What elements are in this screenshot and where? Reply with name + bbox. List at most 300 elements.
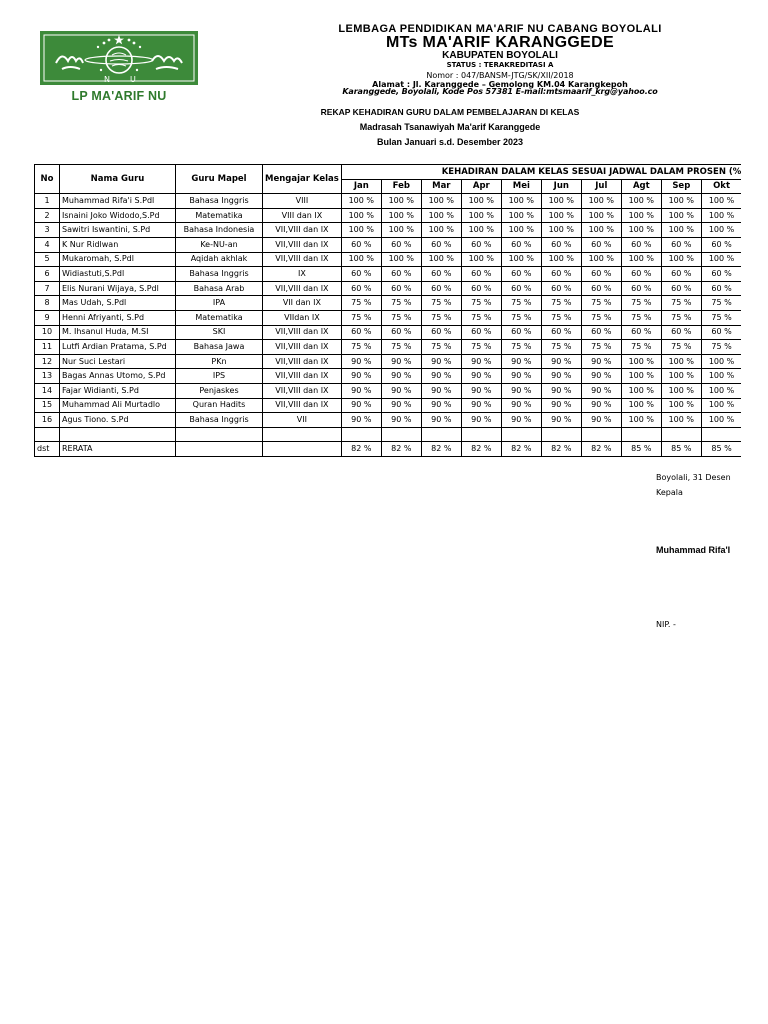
attendance-value: 100 %	[661, 369, 701, 384]
month-header: Sep	[661, 179, 701, 194]
attendance-value: 60 %	[701, 281, 741, 296]
teacher-subject: SKI	[176, 325, 263, 340]
svg-text:U: U	[130, 75, 136, 84]
teacher-name: Mas Udah, S.Pdl	[60, 296, 176, 311]
summary-value: 82 %	[541, 442, 581, 457]
attendance-value: 60 %	[461, 267, 501, 282]
row-number: 9	[35, 310, 60, 325]
attendance-value: 75 %	[381, 296, 421, 311]
attendance-value: 100 %	[661, 194, 701, 209]
table-row	[35, 398, 742, 413]
attendance-value: 60 %	[501, 281, 541, 296]
attendance-value: 60 %	[501, 267, 541, 282]
blank-cell	[381, 427, 421, 442]
attendance-value: 100 %	[421, 223, 461, 238]
row-number: 11	[35, 340, 60, 355]
attendance-value: 90 %	[421, 398, 461, 413]
blank-cell	[701, 427, 741, 442]
summary-label: RERATA	[60, 442, 176, 457]
summary-value: 82 %	[341, 442, 381, 457]
table-row	[35, 310, 742, 325]
attendance-value: 60 %	[661, 325, 701, 340]
teacher-subject: Matematika	[176, 310, 263, 325]
table-row	[35, 383, 742, 398]
attendance-value: 60 %	[661, 237, 701, 252]
summary-empty	[176, 442, 263, 457]
report-title: REKAP KEHADIRAN GURU DALAM PEMBELAJARAN DI KELAS	[320, 107, 580, 117]
attendance-value: 90 %	[501, 398, 541, 413]
attendance-value: 60 %	[701, 237, 741, 252]
teacher-subject: PKn	[176, 354, 263, 369]
attendance-value: 75 %	[661, 310, 701, 325]
month-header: Jan	[341, 179, 381, 194]
attendance-value: 90 %	[381, 383, 421, 398]
attendance-value: 75 %	[341, 296, 381, 311]
attendance-value: 90 %	[541, 354, 581, 369]
table-row	[35, 194, 742, 209]
teacher-subject: Bahasa Arab	[176, 281, 263, 296]
row-number: 3	[35, 223, 60, 238]
blank-cell	[35, 427, 60, 442]
summary-value: 82 %	[421, 442, 461, 457]
sign-name: Muhammad Rifa'I	[656, 545, 731, 555]
school-address-email: Karanggede, Boyolali, Kode Pos 57381 E-mail:mtsmaarif_krg@yahoo.co	[342, 87, 658, 96]
attendance-value: 90 %	[341, 413, 381, 428]
attendance-value: 100 %	[701, 208, 741, 223]
summary-value: 82 %	[381, 442, 421, 457]
attendance-value: 60 %	[621, 281, 661, 296]
attendance-value: 100 %	[421, 252, 461, 267]
table-row	[35, 325, 742, 340]
attendance-value: 60 %	[661, 281, 701, 296]
attendance-value: 90 %	[501, 354, 541, 369]
row-number: 14	[35, 383, 60, 398]
accreditation-status: STATUS : TERAKREDITASI A	[446, 61, 554, 69]
row-number: 16	[35, 413, 60, 428]
logo-emblem	[40, 31, 198, 85]
attendance-value: 100 %	[621, 369, 661, 384]
teacher-classes: VII dan IX	[263, 296, 342, 311]
attendance-value: 90 %	[461, 369, 501, 384]
attendance-value: 90 %	[581, 354, 621, 369]
teacher-name: Isnaini Joko Widodo,S.Pd	[60, 208, 176, 223]
teacher-subject: Bahasa Inggris	[176, 194, 263, 209]
table-row	[35, 208, 742, 223]
attendance-value: 90 %	[461, 383, 501, 398]
attendance-value: 90 %	[581, 413, 621, 428]
attendance-value: 60 %	[421, 281, 461, 296]
teacher-subject: IPA	[176, 296, 263, 311]
nu-emblem-icon	[40, 31, 198, 85]
month-header: Jun	[541, 179, 581, 194]
attendance-value: 60 %	[621, 325, 661, 340]
attendance-value: 60 %	[661, 267, 701, 282]
report-period: Bulan Januari s.d. Desember 2023	[376, 137, 524, 147]
attendance-value: 75 %	[581, 296, 621, 311]
attendance-value: 75 %	[541, 340, 581, 355]
teacher-name: Mukaromah, S.Pdl	[60, 252, 176, 267]
attendance-value: 100 %	[421, 194, 461, 209]
attendance-value: 90 %	[421, 369, 461, 384]
attendance-value: 60 %	[381, 281, 421, 296]
blank-cell	[581, 427, 621, 442]
row-number: 8	[35, 296, 60, 311]
attendance-value: 75 %	[501, 340, 541, 355]
attendance-value: 60 %	[621, 267, 661, 282]
attendance-value: 75 %	[621, 310, 661, 325]
teacher-subject: Bahasa Inggris	[176, 267, 263, 282]
teacher-name: Muhammad Ali Murtadlo	[60, 398, 176, 413]
attendance-value: 100 %	[661, 413, 701, 428]
attendance-value: 100 %	[461, 194, 501, 209]
attendance-value: 100 %	[461, 208, 501, 223]
attendance-value: 90 %	[501, 413, 541, 428]
month-header: Jul	[581, 179, 621, 194]
attendance-value: 100 %	[621, 208, 661, 223]
row-number: 7	[35, 281, 60, 296]
teacher-name: Agus Tiono. S.Pd	[60, 413, 176, 428]
attendance-value: 100 %	[381, 208, 421, 223]
teacher-classes: VII,VIII dan IX	[263, 325, 342, 340]
table-row	[35, 281, 742, 296]
month-header: Mar	[421, 179, 461, 194]
attendance-value: 75 %	[381, 310, 421, 325]
attendance-value: 75 %	[661, 340, 701, 355]
attendance-value: 60 %	[341, 237, 381, 252]
attendance-value: 90 %	[581, 369, 621, 384]
summary-value: 82 %	[581, 442, 621, 457]
institution-name: LEMBAGA PENDIDIKAN MA'ARIF NU CABANG BOYOLALI	[338, 23, 662, 35]
attendance-value: 100 %	[701, 223, 741, 238]
attendance-value: 100 %	[341, 223, 381, 238]
attendance-value: 100 %	[341, 194, 381, 209]
attendance-value: 100 %	[581, 194, 621, 209]
attendance-value: 100 %	[621, 223, 661, 238]
attendance-value: 100 %	[621, 194, 661, 209]
blank-cell	[263, 427, 342, 442]
attendance-value: 75 %	[341, 340, 381, 355]
table-row	[35, 340, 742, 355]
attendance-value: 60 %	[541, 237, 581, 252]
attendance-value: 100 %	[661, 354, 701, 369]
blank-cell	[621, 427, 661, 442]
sign-place-date: Boyolali, 31 Desen	[656, 473, 731, 482]
teacher-classes: VII	[263, 413, 342, 428]
attendance-value: 90 %	[501, 369, 541, 384]
col-header-attendance-group: KEHADIRAN DALAM KELAS SESUAI JADWAL DALAM PROSEN (%	[341, 165, 741, 180]
attendance-value: 90 %	[341, 398, 381, 413]
attendance-value: 90 %	[341, 354, 381, 369]
attendance-value: 60 %	[501, 237, 541, 252]
attendance-value: 60 %	[341, 267, 381, 282]
attendance-value: 75 %	[701, 340, 741, 355]
attendance-value: 100 %	[581, 208, 621, 223]
attendance-value: 60 %	[701, 325, 741, 340]
attendance-value: 100 %	[621, 398, 661, 413]
table-row	[35, 267, 742, 282]
attendance-value: 100 %	[621, 383, 661, 398]
attendance-value: 60 %	[421, 237, 461, 252]
attendance-value: 90 %	[381, 398, 421, 413]
blank-cell	[341, 427, 381, 442]
attendance-value: 60 %	[581, 237, 621, 252]
blank-cell	[421, 427, 461, 442]
teacher-classes: VII,VIII dan IX	[263, 237, 342, 252]
attendance-value: 100 %	[621, 413, 661, 428]
teacher-classes: VIIdan IX	[263, 310, 342, 325]
attendance-value: 60 %	[461, 281, 501, 296]
attendance-value: 90 %	[461, 354, 501, 369]
regency-name: KABUPATEN BOYOLALI	[442, 50, 558, 61]
row-number: 12	[35, 354, 60, 369]
attendance-value: 60 %	[541, 325, 581, 340]
summary-value: 82 %	[461, 442, 501, 457]
blank-cell	[176, 427, 263, 442]
attendance-value: 75 %	[701, 296, 741, 311]
teacher-name: Sawitri Iswantini, S.Pd	[60, 223, 176, 238]
attendance-value: 75 %	[621, 296, 661, 311]
teacher-name: Nur Suci Lestari	[60, 354, 176, 369]
attendance-value: 100 %	[621, 252, 661, 267]
teacher-classes: VII,VIII dan IX	[263, 383, 342, 398]
teacher-name: Fajar Widianti, S.Pd	[60, 383, 176, 398]
attendance-value: 100 %	[701, 413, 741, 428]
col-header-name: Nama Guru	[60, 165, 176, 194]
sign-role: Kepala	[656, 488, 683, 497]
teacher-name: Henni Afriyanti, S.Pd	[60, 310, 176, 325]
attendance-value: 60 %	[421, 325, 461, 340]
attendance-value: 100 %	[701, 383, 741, 398]
attendance-value: 90 %	[541, 398, 581, 413]
accreditation-number: Nomor : 047/BANSM-JTG/SK/XII/2018	[426, 71, 574, 80]
teacher-subject: Ke-NU-an	[176, 237, 263, 252]
attendance-value: 90 %	[541, 383, 581, 398]
attendance-value: 60 %	[701, 267, 741, 282]
month-header: Apr	[461, 179, 501, 194]
attendance-value: 100 %	[541, 194, 581, 209]
summary-value: 85 %	[621, 442, 661, 457]
teacher-subject: Bahasa Inggris	[176, 413, 263, 428]
attendance-value: 100 %	[421, 208, 461, 223]
teacher-subject: Matematika	[176, 208, 263, 223]
attendance-value: 60 %	[461, 237, 501, 252]
attendance-value: 60 %	[541, 281, 581, 296]
report-subtitle: Madrasah Tsanawiyah Ma'arif Karanggede	[359, 122, 541, 132]
teacher-name: Elis Nurani Wijaya, S.Pdl	[60, 281, 176, 296]
attendance-value: 100 %	[541, 208, 581, 223]
teacher-subject: IPS	[176, 369, 263, 384]
attendance-value: 75 %	[461, 310, 501, 325]
attendance-value: 60 %	[581, 267, 621, 282]
attendance-value: 75 %	[621, 340, 661, 355]
teacher-name: M. Ihsanul Huda, M.SI	[60, 325, 176, 340]
school-name: MTs MA'ARIF KARANGGEDE	[386, 34, 614, 51]
attendance-value: 100 %	[661, 223, 701, 238]
attendance-value: 75 %	[701, 310, 741, 325]
table-header-row	[35, 165, 742, 180]
attendance-value: 75 %	[421, 340, 461, 355]
blank-cell	[461, 427, 501, 442]
attendance-value: 100 %	[661, 252, 701, 267]
attendance-value: 60 %	[341, 281, 381, 296]
attendance-value: 75 %	[661, 296, 701, 311]
attendance-value: 75 %	[541, 296, 581, 311]
attendance-value: 100 %	[381, 223, 421, 238]
table-row	[35, 296, 742, 311]
teacher-classes: VIII	[263, 194, 342, 209]
attendance-value: 100 %	[541, 252, 581, 267]
summary-value: 85 %	[701, 442, 741, 457]
col-header-class: Mengajar Kelas	[263, 165, 342, 194]
teacher-subject: Penjaskes	[176, 383, 263, 398]
teacher-subject: Bahasa Indonesia	[176, 223, 263, 238]
attendance-table	[34, 164, 741, 457]
teacher-name: Lutfi Ardian Pratama, S.Pd	[60, 340, 176, 355]
attendance-value: 75 %	[421, 310, 461, 325]
school-logo	[37, 28, 201, 104]
attendance-value: 90 %	[421, 354, 461, 369]
table-row	[35, 223, 742, 238]
attendance-value: 100 %	[701, 354, 741, 369]
attendance-value: 75 %	[421, 296, 461, 311]
attendance-value: 100 %	[661, 208, 701, 223]
teacher-name: Muhammad Rifa'i S.Pdl	[60, 194, 176, 209]
attendance-value: 90 %	[501, 383, 541, 398]
attendance-value: 100 %	[501, 194, 541, 209]
attendance-value: 75 %	[381, 340, 421, 355]
attendance-value: 100 %	[701, 252, 741, 267]
attendance-value: 90 %	[581, 398, 621, 413]
summary-empty	[263, 442, 342, 457]
teacher-classes: VII,VIII dan IX	[263, 223, 342, 238]
attendance-value: 100 %	[501, 223, 541, 238]
attendance-value: 100 %	[581, 223, 621, 238]
attendance-value: 100 %	[701, 369, 741, 384]
attendance-value: 60 %	[621, 237, 661, 252]
summary-no: dst	[35, 442, 60, 457]
col-header-subject: Guru Mapel	[176, 165, 263, 194]
summary-value: 82 %	[501, 442, 541, 457]
month-header: Okt	[701, 179, 741, 194]
attendance-value: 90 %	[461, 398, 501, 413]
attendance-value: 60 %	[501, 325, 541, 340]
attendance-value: 100 %	[381, 252, 421, 267]
attendance-value: 90 %	[461, 413, 501, 428]
attendance-value: 75 %	[341, 310, 381, 325]
blank-cell	[541, 427, 581, 442]
blank-row	[35, 427, 742, 442]
col-header-no: No	[35, 165, 60, 194]
attendance-value: 60 %	[341, 325, 381, 340]
teacher-subject: Quran Hadits	[176, 398, 263, 413]
attendance-value: 100 %	[381, 194, 421, 209]
attendance-value: 60 %	[421, 267, 461, 282]
row-number: 2	[35, 208, 60, 223]
row-number: 1	[35, 194, 60, 209]
attendance-value: 75 %	[461, 296, 501, 311]
logo-caption: LP MA'ARIF NU	[71, 89, 167, 103]
teacher-subject: Aqidah akhlak	[176, 252, 263, 267]
teacher-name: Bagas Annas Utomo, S.Pd	[60, 369, 176, 384]
attendance-value: 90 %	[421, 413, 461, 428]
attendance-value: 90 %	[341, 383, 381, 398]
table-row	[35, 354, 742, 369]
row-number: 15	[35, 398, 60, 413]
attendance-value: 100 %	[701, 398, 741, 413]
teacher-classes: VII,VIII dan IX	[263, 281, 342, 296]
attendance-value: 100 %	[341, 208, 381, 223]
row-number: 10	[35, 325, 60, 340]
attendance-value: 60 %	[381, 237, 421, 252]
attendance-value: 75 %	[541, 310, 581, 325]
row-number: 5	[35, 252, 60, 267]
teacher-name: Widiastuti,S.Pdl	[60, 267, 176, 282]
attendance-value: 60 %	[381, 267, 421, 282]
attendance-value: 90 %	[381, 413, 421, 428]
svg-text:N: N	[104, 75, 110, 84]
teacher-classes: VII,VIII dan IX	[263, 252, 342, 267]
attendance-value: 60 %	[461, 325, 501, 340]
attendance-value: 90 %	[381, 369, 421, 384]
attendance-value: 75 %	[581, 340, 621, 355]
attendance-value: 100 %	[501, 252, 541, 267]
attendance-value: 60 %	[541, 267, 581, 282]
school-address: Alamat : Jl. Karanggede – Gemolong KM.04 Karangkepoh	[372, 80, 628, 89]
attendance-value: 90 %	[421, 383, 461, 398]
attendance-value: 90 %	[541, 413, 581, 428]
attendance-value: 100 %	[461, 252, 501, 267]
attendance-value: 75 %	[501, 310, 541, 325]
attendance-value: 75 %	[501, 296, 541, 311]
table-row	[35, 252, 742, 267]
table-row	[35, 413, 742, 428]
month-header: Mei	[501, 179, 541, 194]
teacher-subject: Bahasa Jawa	[176, 340, 263, 355]
summary-row	[35, 442, 742, 457]
attendance-value: 100 %	[341, 252, 381, 267]
blank-cell	[60, 427, 176, 442]
row-number: 6	[35, 267, 60, 282]
attendance-value: 60 %	[581, 281, 621, 296]
table-row	[35, 237, 742, 252]
attendance-value: 100 %	[661, 383, 701, 398]
sign-nip: NIP. -	[656, 620, 676, 629]
attendance-value: 90 %	[541, 369, 581, 384]
attendance-value: 75 %	[581, 310, 621, 325]
attendance-value: 100 %	[581, 252, 621, 267]
attendance-value: 100 %	[541, 223, 581, 238]
row-number: 13	[35, 369, 60, 384]
teacher-classes: VII,VIII dan IX	[263, 369, 342, 384]
attendance-value: 90 %	[341, 369, 381, 384]
blank-cell	[501, 427, 541, 442]
attendance-value: 100 %	[661, 398, 701, 413]
blank-cell	[661, 427, 701, 442]
table-row	[35, 369, 742, 384]
teacher-classes: VII,VIII dan IX	[263, 340, 342, 355]
teacher-name: K Nur Ridlwan	[60, 237, 176, 252]
attendance-value: 90 %	[581, 383, 621, 398]
teacher-classes: VIII dan IX	[263, 208, 342, 223]
attendance-value: 100 %	[461, 223, 501, 238]
attendance-value: 100 %	[621, 354, 661, 369]
attendance-value: 60 %	[381, 325, 421, 340]
teacher-classes: VII,VIII dan IX	[263, 354, 342, 369]
attendance-value: 100 %	[501, 208, 541, 223]
row-number: 4	[35, 237, 60, 252]
teacher-classes: VII,VIII dan IX	[263, 398, 342, 413]
month-header: Feb	[381, 179, 421, 194]
